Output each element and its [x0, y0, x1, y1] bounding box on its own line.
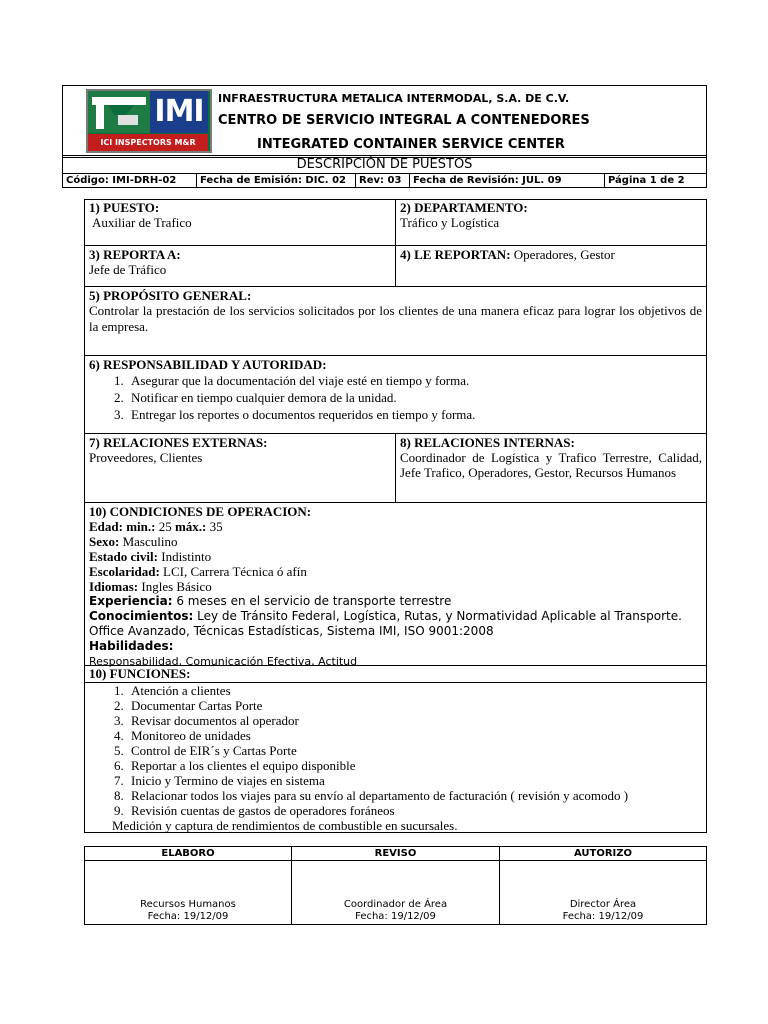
signature-date: Fecha: 19/12/09	[562, 911, 644, 922]
section-value: Operadores, Gestor	[513, 247, 615, 262]
knowledge-field: Conocimientos: Ley de Tránsito Federal, Logística, Rutas, y Normatividad Aplicable al Transporte.	[89, 609, 682, 623]
list-item: 5. Control de EIR´s y Cartas Porte	[127, 743, 702, 758]
list-item: 2. Notificar en tiempo cualquier demora de la unidad.	[127, 389, 702, 406]
section-label: 4) LE REPORTAN:	[400, 247, 511, 262]
section-funciones-list	[84, 682, 707, 833]
signature-name: Coordinador de Área	[343, 899, 448, 910]
logo-strip-text: ICI INSPECTORS M&R	[88, 134, 208, 151]
list-item: 9. Revisión cuentas de gastos de operadores foráneos	[127, 803, 702, 818]
section-responsabilidad	[84, 355, 707, 434]
signature-box-autorizo	[499, 860, 707, 925]
issue-date: Fecha de Emisión: DIC. 02	[196, 173, 356, 188]
section-relaciones-externas	[84, 433, 396, 503]
revision-number: Rev: 03	[355, 173, 410, 188]
section-value: Jefe de Tráfico	[89, 262, 167, 277]
experience-field: Experiencia: 6 meses en el servicio de transporte terrestre	[89, 594, 452, 608]
section-value: Coordinador de Logística y Trafico Terrestre, Calidad, Jefe Trafico, Operadores, Gestor, Recursos Humanos	[400, 450, 702, 480]
section-relaciones-internas	[395, 433, 707, 503]
responsibility-list	[89, 372, 702, 423]
section-value: Controlar la prestación de los servicios solicitados por los clientes de una manera eficaz para lograr los objetivos de la empresa.	[89, 303, 702, 334]
list-item: 1. Atención a clientes	[127, 683, 702, 698]
skills-label: Habilidades:	[89, 639, 174, 653]
section-proposito	[84, 286, 707, 356]
section-puesto	[84, 199, 396, 246]
signature-box-reviso	[291, 860, 500, 925]
company-name: INFRAESTRUCTURA METALICA INTERMODAL, S.A. DE C.V.	[218, 92, 570, 105]
page-number: Página 1 de 2	[604, 173, 707, 188]
section-label: 5) PROPÓSITO GENERAL:	[89, 288, 252, 303]
list-item: 1. Asegurar que la documentación del viaje esté en tiempo y forma.	[127, 372, 702, 389]
functions-list	[89, 683, 702, 818]
section-le-reportan	[395, 245, 707, 287]
section-condiciones	[84, 502, 707, 666]
signature-date: Fecha: 19/12/09	[147, 911, 229, 922]
languages-field: Idiomas: Ingles Básico	[89, 579, 212, 594]
document-title: DESCRIPCIÓN DE PUESTOS	[62, 155, 707, 174]
section-label: 7) RELACIONES EXTERNAS:	[89, 435, 268, 450]
logo-imi-text: IMI	[150, 91, 208, 133]
section-value: Proveedores, Clientes	[89, 450, 203, 465]
revision-date: Fecha de Revisión: JUL. 09	[409, 173, 605, 188]
functions-extra-item: Medición y captura de rendimientos de combustible en sucursales.	[112, 818, 458, 833]
section-label: 8) RELACIONES INTERNAS:	[400, 435, 575, 450]
section-label: 10) CONDICIONES DE OPERACION:	[89, 504, 312, 519]
list-item: 4. Monitoreo de unidades	[127, 728, 702, 743]
sex-field: Sexo: Masculino	[89, 534, 178, 549]
knowledge-field-line-2: Office Avanzado, Técnicas Estadísticas, Sistema IMI, ISO 9001:2008	[89, 624, 494, 638]
list-item: 3. Revisar documentos al operador	[127, 713, 702, 728]
signature-name: Recursos Humanos	[140, 899, 236, 910]
list-item: 7. Inicio y Termino de viajes en sistema	[127, 773, 702, 788]
age-range: Edad: min.: 25 máx.: 35	[89, 519, 223, 534]
list-item: 3. Entregar los reportes o documentos requeridos en tiempo y forma.	[127, 406, 702, 423]
section-reporta-a	[84, 245, 396, 287]
section-label: 1) PUESTO:	[89, 200, 160, 215]
education-field: Escolaridad: LCI, Carrera Técnica ó afín	[89, 564, 307, 579]
doc-code: Código: IMI-DRH-02	[62, 173, 197, 188]
section-label: 2) DEPARTAMENTO:	[400, 200, 528, 215]
signature-name: Director Área	[569, 899, 637, 910]
section-funciones-header	[84, 665, 707, 683]
signature-header-reviso: REVISO	[291, 846, 500, 861]
section-label: 10) FUNCIONES:	[89, 666, 191, 681]
marital-status-field: Estado civil: Indistinto	[89, 549, 212, 564]
signature-box-elaboro	[84, 860, 292, 925]
center-name-es: CENTRO DE SERVICIO INTEGRAL A CONTENEDORES	[218, 113, 590, 128]
section-value: Auxiliar de Trafico	[92, 215, 192, 230]
section-label: 6) RESPONSABILIDAD Y AUTORIDAD:	[89, 357, 327, 372]
center-name-en: INTEGRATED CONTAINER SERVICE CENTER	[257, 137, 565, 152]
list-item: 2. Documentar Cartas Porte	[127, 698, 702, 713]
skills-value: Responsabilidad, Comunicación Efectiva, Actitud	[89, 655, 358, 668]
signature-date: Fecha: 19/12/09	[355, 911, 436, 922]
section-label: 3) REPORTA A:	[89, 247, 181, 262]
logo-crane-graphic	[88, 91, 150, 133]
signature-header-elaboro: ELABORO	[84, 846, 292, 861]
section-value: Tráfico y Logística	[400, 215, 500, 230]
list-item: 6. Reportar a los clientes el equipo disponible	[127, 758, 702, 773]
list-item: 8. Relacionar todos los viajes para su envío al departamento de facturación ( revisión y acomodo )	[127, 788, 702, 803]
section-departamento	[395, 199, 707, 246]
signature-header-autorizo: AUTORIZO	[499, 846, 707, 861]
